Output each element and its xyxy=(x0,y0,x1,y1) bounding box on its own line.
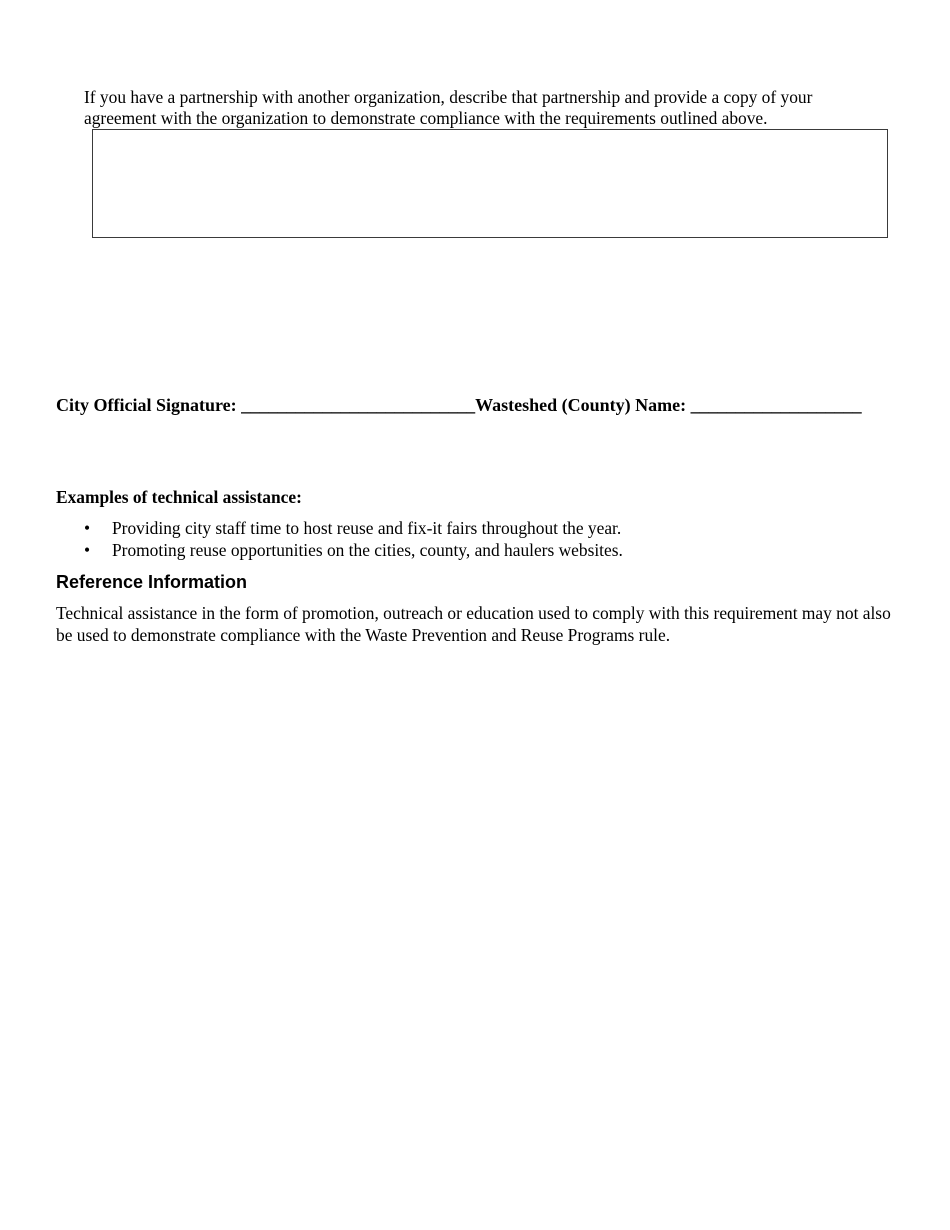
examples-list xyxy=(84,517,884,561)
signature-row[interactable]: City Official Signature: __________________________Wasteshed (County) Name: ___________________ xyxy=(56,395,862,415)
partnership-description-field[interactable] xyxy=(92,129,888,238)
reference-heading: Reference Information xyxy=(56,572,248,592)
bullet-icon: • xyxy=(84,518,91,538)
list-item-text: Providing city staff time to host reuse and fix-it fairs throughout the year. xyxy=(112,518,622,538)
list-item xyxy=(84,517,884,539)
bullet-icon: • xyxy=(84,540,91,560)
list-item xyxy=(84,539,884,561)
partnership-prompt: If you have a partnership with another organization, describe that partnership and provide a copy of your agreement with the organization to demonstrate compliance with the requirements outlined above. xyxy=(84,87,813,128)
list-item-text: Promoting reuse opportunities on the cities, county, and haulers websites. xyxy=(112,540,623,560)
reference-body: Technical assistance in the form of promotion, outreach or education used to comply with this requirement may not also be used to demonstrate compliance with the Waste Prevention and Reuse Programs rule. xyxy=(56,603,891,645)
examples-heading: Examples of technical assistance: xyxy=(56,487,302,507)
